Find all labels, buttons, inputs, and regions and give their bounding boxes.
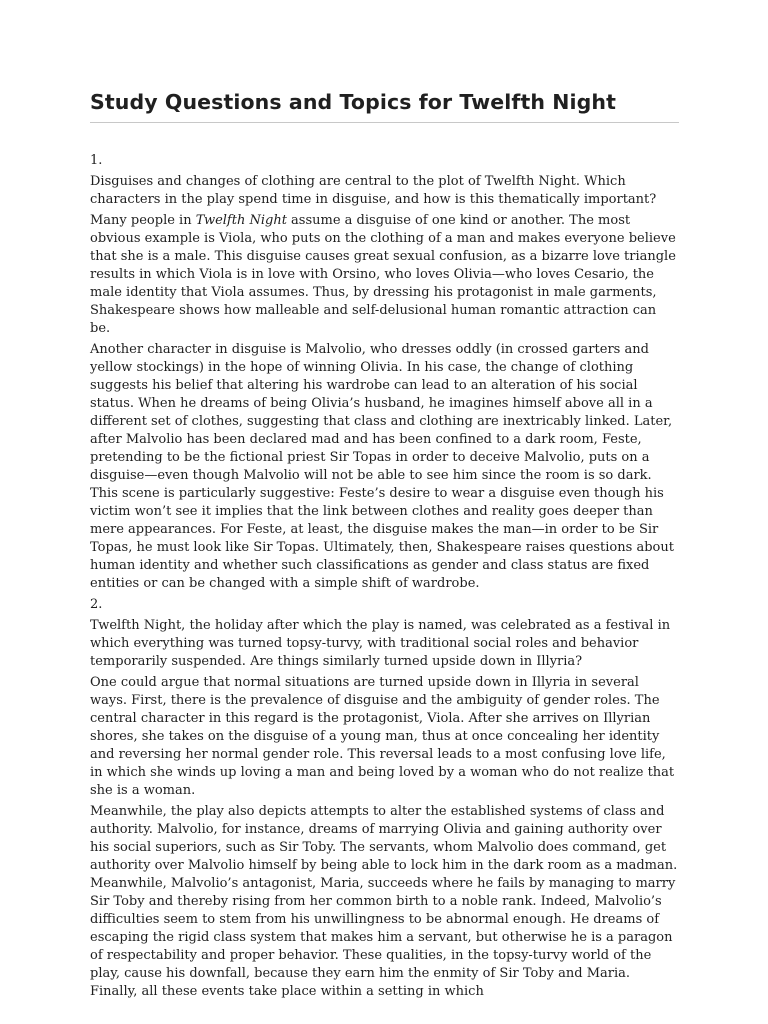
question-number-1: 1. — [90, 153, 103, 168]
answer-2-paragraph-2: Meanwhile, the play also depicts attempts to alter the established systems of class and authority. Malvolio, for instance, dreams of marrying Olivia and gaining authority over his social superiors, such as Sir Toby. The servants, whom Malvolio does command, get authority over Malvolio himself by being able to lock him in the dark room as a madman. Meanwhile, Malvolio’s antagonist, Maria, succeeds where he fails by managing to marry Sir Toby and thereby rising from her common birth to a noble rank. Indeed, Malvolio’s difficulties seem to stem from his unwillingness to be abnormal enough. He dreams of escaping the rigid class system that makes him a servant, but otherwise he is a paragon of respectability and proper behavior. These qualities, in the topsy-turvy world of the play, cause his downfall, because they earn him the enmity of Sir Toby and Maria. Finally, all these events take place within a setting in which — [90, 804, 678, 999]
question-2-text: Twelfth Night, the holiday after which the play is named, was celebrated as a festival in which everything was turned topsy-turvy, with traditional social roles and behavior temporarily suspended. Are things similarly turned upside down in Illyria? — [90, 618, 671, 669]
answer-1-rest: assume a disguise of one kind or another. The most obvious example is Viola, who puts on the clothing of a man and makes everyone believe that she is a male. This disguise causes great sexual confusion, as a bizarre love triangle results in which Viola is in love with Orsino, who loves Olivia—who loves Cesario, the male identity that Viola assumes. Thus, by dressing his protagonist in male garments, Shakespeare shows how malleable and self-delusional human romantic attraction can be. — [90, 213, 676, 336]
document-body — [90, 152, 680, 1004]
answer-1-paragraph-2: Another character in disguise is Malvolio, who dresses oddly (in crossed garters and yellow stockings) in the hope of winning Olivia. In his case, the change of clothing suggests his belief that altering his wardrobe can lead to an alteration of his social status. When he dreams of being Olivia’s husband, he imagines himself above all in a different set of clothes, suggesting that class and clothing are inextricably linked. Later, after Malvolio has been declared mad and has been confined to a dark room, Feste, pretending to be the fictional priest Sir Topas in order to deceive Malvolio, puts on a disguise—even though Malvolio will not be able to see him since the room is so dark. This scene is particularly suggestive: Feste’s desire to wear a disguise even though his victim won’t see it implies that the link between clothes and reality goes deeper than mere appearances. For Feste, at least, the disguise makes the man—in order to be Sir Topas, he must look like Sir Topas. Ultimately, then, Shakespeare raises questions about human identity and whether such classifications as gender and class status are fixed entities or can be changed with a simple shift of wardrobe. — [90, 342, 674, 591]
page-title: Study Questions and Topics for Twelfth Night — [90, 90, 617, 114]
play-title-italic: Twelfth Night — [195, 213, 287, 228]
answer-1-paragraph-1 — [90, 212, 680, 338]
question-1-text: Disguises and changes of clothing are central to the plot of Twelfth Night. Which characters in the play spend time in disguise, and how is this thematically important? — [90, 174, 657, 207]
question-number-2: 2. — [90, 597, 103, 612]
answer-2-paragraph-1: One could argue that normal situations are turned upside down in Illyria in several ways. First, there is the prevalence of disguise and the ambiguity of gender roles. The central character in this regard is the protagonist, Viola. After she arrives on Illyrian shores, she takes on the disguise of a young man, thus at once concealing her identity and reversing her normal gender role. This reversal leads to a most confusing love life, in which she winds up loving a man and being loved by a woman who do not realize that she is a woman. — [90, 675, 675, 798]
answer-1-intro: Many people in — [90, 213, 196, 228]
title-divider — [90, 122, 679, 123]
